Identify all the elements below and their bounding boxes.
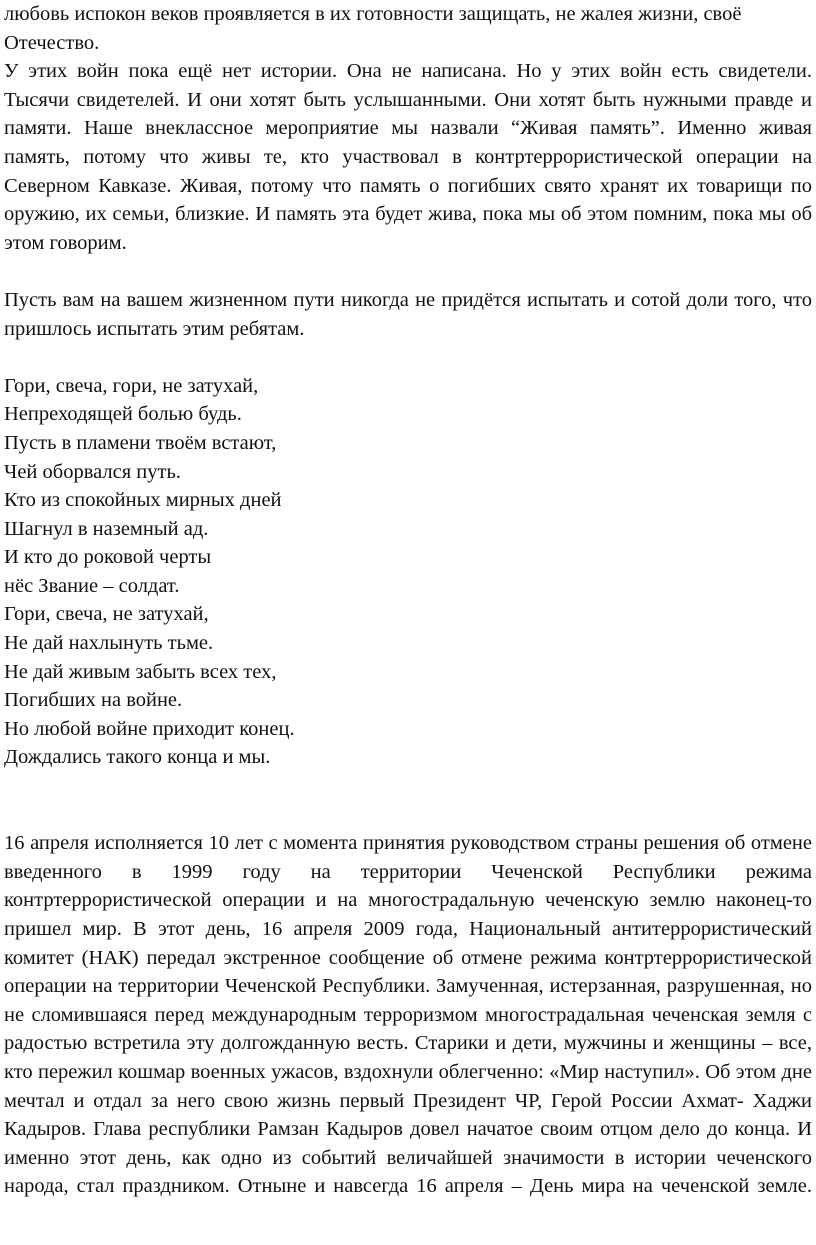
blank-line — [4, 772, 812, 801]
blank-line — [4, 801, 812, 830]
poem-line: нёс Звание – солдат. — [4, 574, 180, 597]
poem-line: Дождались такого конца и мы. — [4, 746, 271, 769]
poem-line: Пусть в пламени твоём встают, — [4, 431, 277, 454]
blank-line — [4, 343, 812, 372]
poem-line: Не дай нахлынуть тьме. — [4, 632, 214, 655]
poem-line: Шагнул в наземный ад. — [4, 517, 209, 540]
poem-line: Не дай живым забыть всех тех, — [4, 660, 277, 683]
poem-line: Погибших на войне. — [4, 689, 183, 712]
poem-line: Чей оборвался путь. — [4, 460, 181, 483]
wish-paragraph: Пусть вам на вашем жизненном пути никогда не придётся испытать и сотой доли того, что пришлось испытать этим ребятам. — [4, 288, 812, 340]
poem-line: Но любой войне приходит конец. — [4, 717, 295, 740]
blank-line — [4, 257, 812, 286]
april-paragraph: 16 апреля исполняется 10 лет с момента принятия руководством страны решения об отмене введенного в 1999 году на территории Чеченской Республики режима контртеррористической операции и на многострадальную чеченскую землю наконец-то пришел мир. В этот день, 16 апреля 2009 года, Национальный антитеррористический комитет (НАК) передал экстренное сообщение об отмене режима контртеррористической операции на территории Чеченской Республики. Замученная, истерзанная, разрушенная, но не сломившаяся перед международным терроризмом многострадальная чеченская земля с радостью встретила эту долгожданную весть. Старики и дети, мужчины и женщины – все, кто пережил кошмар военных ужасов, вздохнули облегченно: «Мир наступил». Об этом дне мечтал и отдал за него свою жизнь первый Президент ЧР, Герой России Ахмат- Хаджи Кадыров. Глава республики Рамзан Кадыров довел начатое своим отцом дело до конца. И именно этот день, как одно из событий величайшей значимости в истории чеченского народа, стал праздником. Отныне и навсегда 16 апреля – День мира на чеченской земле. — [4, 832, 812, 1198]
intro-paragraph: любовь испокон веков проявляется в их готовности защищать, не жалея жизни, своё Отечество. — [4, 3, 742, 54]
poem-line: Кто из спокойных мирных дней — [4, 489, 282, 512]
document-page — [4, 0, 812, 1201]
poem — [4, 372, 812, 772]
memory-paragraph: У этих войн пока ещё нет истории. Она не написана. Но у этих войн есть свидетели. Тысячи свидетелей. И они хотят быть услышанными. Они хотят быть нужными правде и памяти. Наше внеклассное мероприятие мы назвали “Живая память”. Именно живая память, потому что живы те, кто участвовал в контртеррористической операции на Северном Кавказе. Живая, потому что память о погибших свято хранят их товарищи по оружию, их семьи, близкие. И память эта будет жива, пока мы об этом помним, пока мы об этом говорим. — [4, 60, 812, 254]
poem-line: Гори, свеча, не затухай, — [4, 603, 209, 626]
poem-line: Гори, свеча, гори, не затухай, — [4, 374, 259, 397]
poem-line: Непреходящей болью будь. — [4, 403, 242, 426]
poem-line: И кто до роковой черты — [4, 546, 212, 569]
